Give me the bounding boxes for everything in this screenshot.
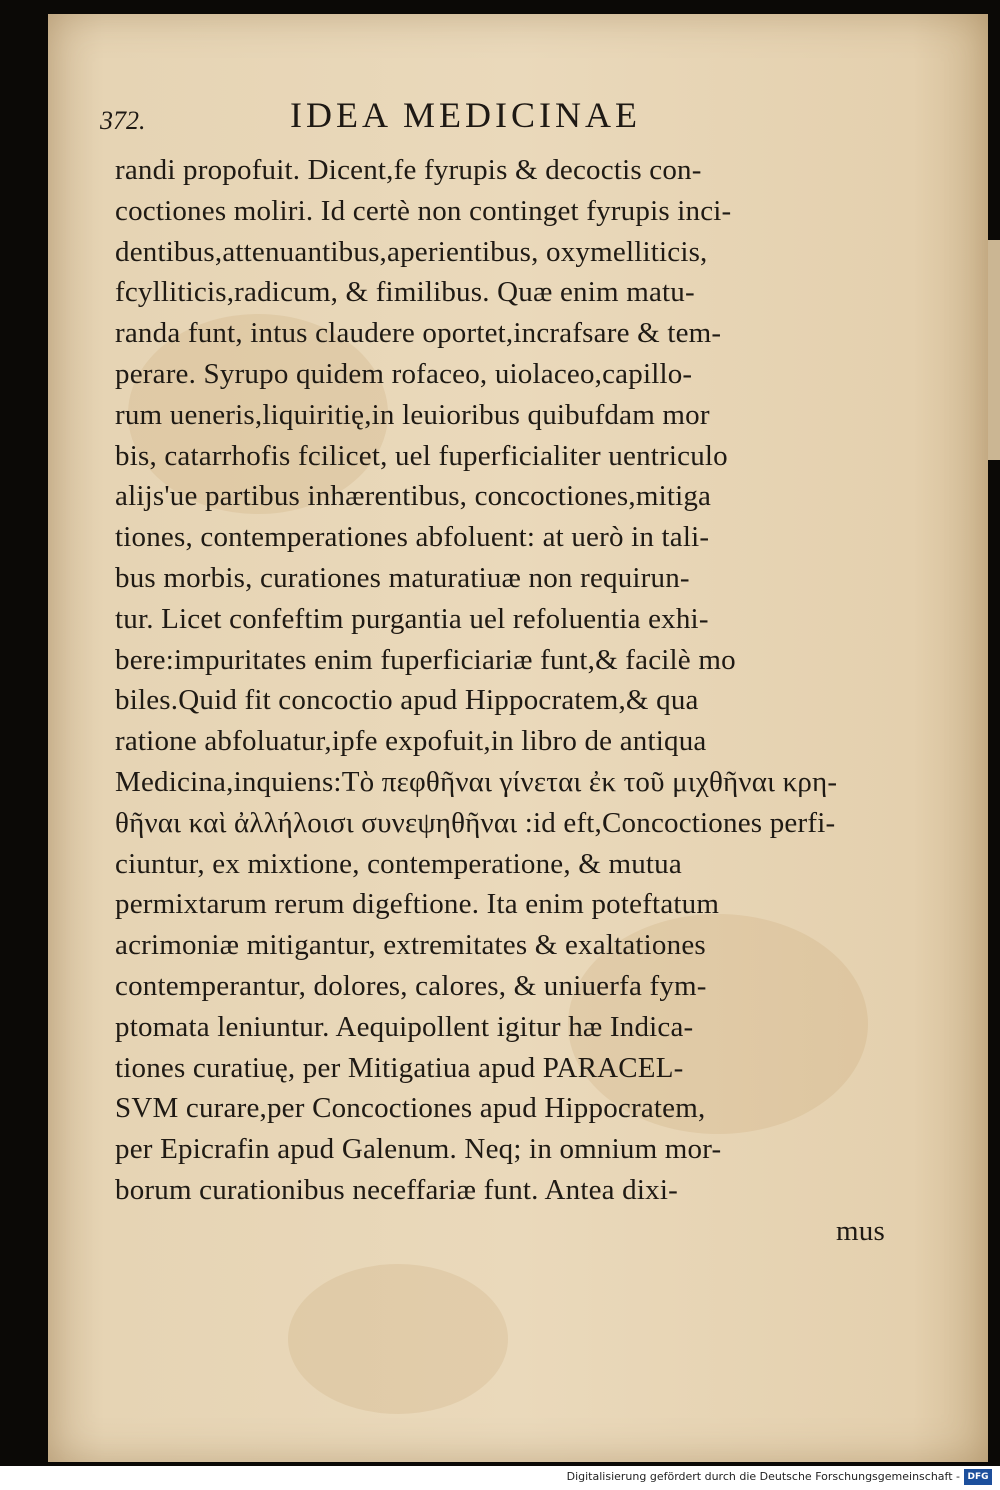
text-line: borum curationibus neceffariæ funt. Antea dixi- [115, 1173, 678, 1206]
catchword: mus [836, 1214, 885, 1247]
text-line: dentibus,attenuantibus,aperientibus, oxymelliticis, [115, 235, 708, 268]
text-line: per Epicrafin apud Galenum. Neq; in omnium mor- [115, 1133, 722, 1166]
text-line: perare. Syrupo quidem rofaceo, uiolaceo,capillo- [115, 357, 693, 390]
text-line: θῆναι καὶ ἀλλήλοισι συνεψηθῆναι :id eft,Concoctiones perfi- [115, 806, 836, 839]
text-line: tiones curatiuę, per Mitigatiua apud PARACEL- [115, 1051, 684, 1084]
text-line: alijs'ue partibus inhærentibus, concoctiones,mitiga [115, 480, 712, 513]
dfg-logo: DFG [964, 1469, 992, 1485]
text-line: biles.Quid fit concoctio apud Hippocratem,& qua [115, 684, 699, 717]
text-line: acrimoniæ mitigantur, extremitates & exaltationes [115, 929, 706, 962]
text-line: SVM curare,per Concoctiones apud Hippocratem, [115, 1092, 706, 1125]
text-line: permixtarum rerum digeftione. Ita enim poteftatum [115, 888, 720, 921]
footer-bar [0, 1466, 1000, 1490]
text-line: bere:impuritates enim fuperficiariæ funt,& facilè mo [115, 643, 736, 676]
text-line: Medicina,inquiens:Τὸ πεφθῆναι γίνεται ἐκ τοῦ μιχθῆναι κρη- [115, 765, 838, 798]
text-line: tiones, contemperationes abfoluent: at uerò in tali- [115, 521, 710, 554]
page-edge [988, 240, 1000, 460]
funding-credit: Digitalisierung gefördert durch die Deutsche Forschungsgemeinschaft - [566, 1470, 960, 1483]
page-number: 372. [100, 106, 146, 135]
text-line: bis, catarrhofis fcilicet, uel fuperficialiter uentriculo [115, 439, 728, 472]
running-head: IDEA MEDICINAE [290, 95, 641, 135]
text-line: tur. Licet confeftim purgantia uel refoluentia exhi- [115, 602, 709, 635]
text-line: rum ueneris,liquiritię,in leuioribus quibufdam mor [115, 398, 710, 431]
page-header [100, 88, 900, 148]
text-line: coctiones moliri. Id certè non continget fyrupis inci- [115, 194, 732, 227]
text-line: bus morbis, curationes maturatiuæ non requirun- [115, 561, 690, 594]
text-line: ciuntur, ex mixtione, contemperatione, & mutua [115, 847, 682, 880]
page-stain [288, 1264, 508, 1414]
text-line: fcylliticis,radicum, & fimilibus. Quæ enim matu- [115, 276, 695, 309]
text-line: contemperantur, dolores, calores, & uniuerfa fym- [115, 969, 707, 1002]
body-text [115, 150, 945, 1252]
text-line: randi propofuit. Dicent,fe fyrupis & decoctis con- [115, 154, 702, 186]
text-line: ptomata leniuntur. Aequipollent igitur hæ Indica- [115, 1010, 694, 1043]
text-line: randa funt, intus claudere oportet,incrafsare & tem- [115, 317, 722, 350]
text-line: ratione abfoluatur,ipfe expofuit,in libro de antiqua [115, 725, 707, 758]
